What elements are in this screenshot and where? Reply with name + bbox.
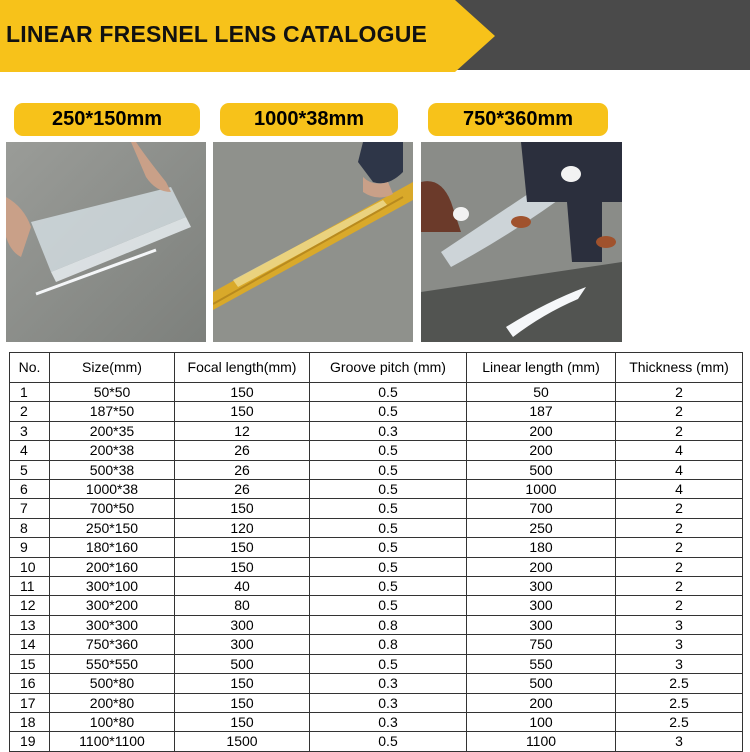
- cell-no: 19: [10, 732, 50, 751]
- photo-label-2: 1000*38mm: [220, 103, 398, 136]
- table-header-row: [10, 353, 743, 383]
- cell-size: 200*80: [50, 693, 175, 712]
- cell-no: 13: [10, 615, 50, 634]
- cell-groove-pitch: 0.5: [310, 383, 467, 402]
- cell-thickness: 3: [616, 635, 743, 654]
- table-row: [10, 480, 743, 499]
- cell-thickness: 2: [616, 421, 743, 440]
- cell-thickness: 2: [616, 518, 743, 537]
- table-row: [10, 518, 743, 537]
- cell-thickness: 2: [616, 499, 743, 518]
- cell-no: 8: [10, 518, 50, 537]
- cell-focal-length: 80: [175, 596, 310, 615]
- cell-no: 7: [10, 499, 50, 518]
- cell-no: 4: [10, 441, 50, 460]
- cell-focal-length: 120: [175, 518, 310, 537]
- cell-size: 100*80: [50, 712, 175, 731]
- cell-size: 500*80: [50, 674, 175, 693]
- cell-size: 1000*38: [50, 480, 175, 499]
- cell-thickness: 2.5: [616, 674, 743, 693]
- cell-size: 250*150: [50, 518, 175, 537]
- cell-linear-length: 200: [467, 693, 616, 712]
- cell-groove-pitch: 0.5: [310, 732, 467, 751]
- cell-focal-length: 26: [175, 460, 310, 479]
- table-row: [10, 499, 743, 518]
- cell-no: 11: [10, 577, 50, 596]
- cell-linear-length: 50: [467, 383, 616, 402]
- cell-groove-pitch: 0.8: [310, 635, 467, 654]
- header-focal-length: Focal length(mm): [175, 353, 310, 383]
- cell-size: 50*50: [50, 383, 175, 402]
- cell-groove-pitch: 0.3: [310, 693, 467, 712]
- cell-focal-length: 300: [175, 635, 310, 654]
- cell-size: 180*160: [50, 538, 175, 557]
- cell-thickness: 2: [616, 577, 743, 596]
- cell-no: 6: [10, 480, 50, 499]
- cell-focal-length: 300: [175, 615, 310, 634]
- header-size: Size(mm): [50, 353, 175, 383]
- cell-groove-pitch: 0.5: [310, 538, 467, 557]
- cell-size: 300*300: [50, 615, 175, 634]
- photo-lens-1000x38: [213, 142, 413, 342]
- cell-size: 750*360: [50, 635, 175, 654]
- cell-size: 1100*1100: [50, 732, 175, 751]
- cell-groove-pitch: 0.8: [310, 615, 467, 634]
- cell-thickness: 2: [616, 538, 743, 557]
- cell-groove-pitch: 0.5: [310, 557, 467, 576]
- table-row: [10, 635, 743, 654]
- cell-size: 300*200: [50, 596, 175, 615]
- cell-focal-length: 26: [175, 480, 310, 499]
- cell-focal-length: 500: [175, 654, 310, 673]
- photo-label-3: 750*360mm: [428, 103, 608, 136]
- cell-groove-pitch: 0.5: [310, 596, 467, 615]
- cell-focal-length: 150: [175, 674, 310, 693]
- table-row: [10, 383, 743, 402]
- cell-size: 200*160: [50, 557, 175, 576]
- cell-focal-length: 150: [175, 557, 310, 576]
- table-row: [10, 402, 743, 421]
- cell-thickness: 2: [616, 596, 743, 615]
- cell-thickness: 4: [616, 480, 743, 499]
- table-row: [10, 712, 743, 731]
- cell-thickness: 3: [616, 654, 743, 673]
- cell-linear-length: 750: [467, 635, 616, 654]
- cell-groove-pitch: 0.5: [310, 480, 467, 499]
- cell-linear-length: 250: [467, 518, 616, 537]
- cell-no: 15: [10, 654, 50, 673]
- cell-thickness: 2: [616, 402, 743, 421]
- cell-linear-length: 200: [467, 441, 616, 460]
- cell-linear-length: 200: [467, 557, 616, 576]
- page-title: LINEAR FRESNEL LENS CATALOGUE: [6, 21, 428, 47]
- table-row: [10, 557, 743, 576]
- cell-focal-length: 26: [175, 441, 310, 460]
- cell-no: 9: [10, 538, 50, 557]
- cell-linear-length: 500: [467, 460, 616, 479]
- photo-label-1: 250*150mm: [14, 103, 200, 136]
- cell-size: 187*50: [50, 402, 175, 421]
- cell-linear-length: 187: [467, 402, 616, 421]
- table-row: [10, 596, 743, 615]
- cell-size: 200*38: [50, 441, 175, 460]
- cell-no: 16: [10, 674, 50, 693]
- cell-thickness: 4: [616, 441, 743, 460]
- cell-size: 300*100: [50, 577, 175, 596]
- header-groove-pitch: Groove pitch (mm): [310, 353, 467, 383]
- cell-linear-length: 1100: [467, 732, 616, 751]
- cell-linear-length: 550: [467, 654, 616, 673]
- cell-thickness: 4: [616, 460, 743, 479]
- table-row: [10, 460, 743, 479]
- cell-size: 500*38: [50, 460, 175, 479]
- cell-groove-pitch: 0.5: [310, 402, 467, 421]
- cell-no: 1: [10, 383, 50, 402]
- cell-focal-length: 12: [175, 421, 310, 440]
- cell-no: 2: [10, 402, 50, 421]
- cell-no: 3: [10, 421, 50, 440]
- cell-groove-pitch: 0.5: [310, 499, 467, 518]
- cell-focal-length: 40: [175, 577, 310, 596]
- table-row: [10, 674, 743, 693]
- cell-thickness: 3: [616, 732, 743, 751]
- cell-size: 550*550: [50, 654, 175, 673]
- cell-linear-length: 300: [467, 615, 616, 634]
- table-row: [10, 441, 743, 460]
- cell-thickness: 2.5: [616, 712, 743, 731]
- cell-no: 10: [10, 557, 50, 576]
- table-row: [10, 693, 743, 712]
- cell-linear-length: 700: [467, 499, 616, 518]
- header-linear-length: Linear length (mm): [467, 353, 616, 383]
- cell-thickness: 2.5: [616, 693, 743, 712]
- cell-groove-pitch: 0.5: [310, 577, 467, 596]
- cell-no: 18: [10, 712, 50, 731]
- table-row: [10, 654, 743, 673]
- cell-groove-pitch: 0.5: [310, 654, 467, 673]
- table-body: [10, 383, 743, 752]
- cell-no: 17: [10, 693, 50, 712]
- table-row: [10, 732, 743, 751]
- cell-focal-length: 150: [175, 538, 310, 557]
- cell-thickness: 3: [616, 615, 743, 634]
- cell-linear-length: 300: [467, 596, 616, 615]
- table-row: [10, 615, 743, 634]
- table-row: [10, 577, 743, 596]
- cell-focal-length: 150: [175, 499, 310, 518]
- cell-no: 5: [10, 460, 50, 479]
- cell-groove-pitch: 0.5: [310, 460, 467, 479]
- cell-groove-pitch: 0.3: [310, 712, 467, 731]
- lens-spec-table: [9, 352, 743, 752]
- header-thickness: Thickness (mm): [616, 353, 743, 383]
- cell-focal-length: 150: [175, 712, 310, 731]
- cell-groove-pitch: 0.5: [310, 441, 467, 460]
- cell-linear-length: 300: [467, 577, 616, 596]
- cell-thickness: 2: [616, 557, 743, 576]
- cell-linear-length: 1000: [467, 480, 616, 499]
- cell-focal-length: 1500: [175, 732, 310, 751]
- cell-no: 12: [10, 596, 50, 615]
- cell-focal-length: 150: [175, 383, 310, 402]
- cell-focal-length: 150: [175, 402, 310, 421]
- table-row: [10, 421, 743, 440]
- header-no: No.: [10, 353, 50, 383]
- cell-groove-pitch: 0.3: [310, 421, 467, 440]
- cell-linear-length: 180: [467, 538, 616, 557]
- cell-size: 200*35: [50, 421, 175, 440]
- photo-lens-750x360: [421, 142, 622, 342]
- cell-thickness: 2: [616, 383, 743, 402]
- header-banner: [0, 0, 750, 76]
- table-row: [10, 538, 743, 557]
- cell-groove-pitch: 0.3: [310, 674, 467, 693]
- cell-linear-length: 200: [467, 421, 616, 440]
- photo-lens-250x150: [6, 142, 206, 342]
- cell-size: 700*50: [50, 499, 175, 518]
- cell-linear-length: 100: [467, 712, 616, 731]
- cell-focal-length: 150: [175, 693, 310, 712]
- cell-no: 14: [10, 635, 50, 654]
- cell-groove-pitch: 0.5: [310, 518, 467, 537]
- cell-linear-length: 500: [467, 674, 616, 693]
